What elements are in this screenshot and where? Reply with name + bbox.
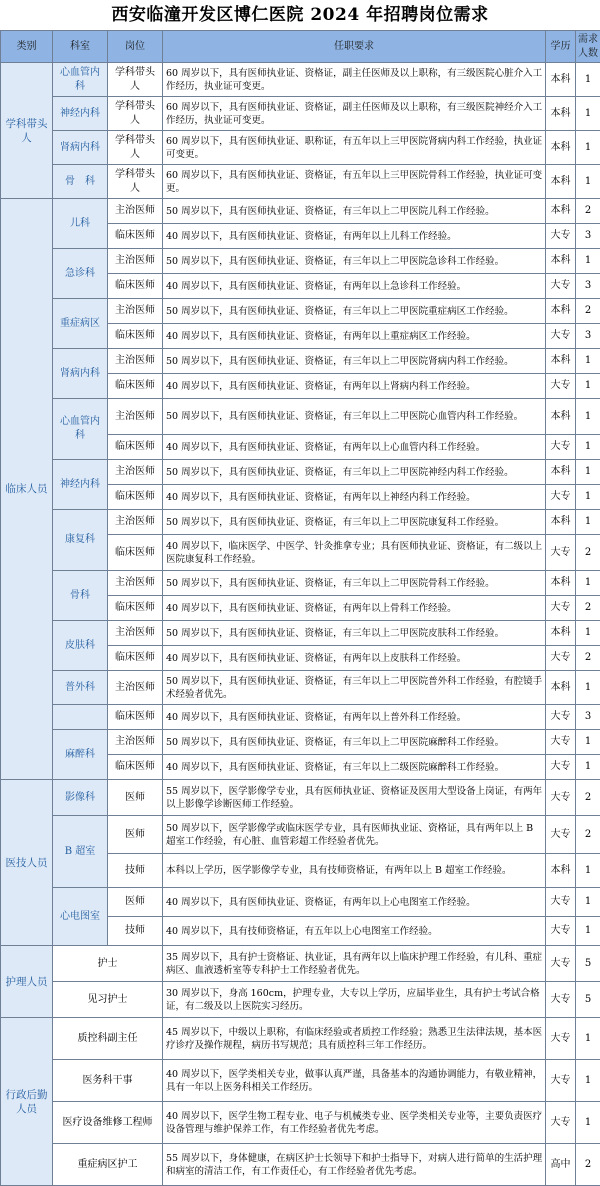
requirement-cell: 40 周岁以下，具有医师执业证、资格证，有三年以上二级医院麻醉科工作经验。 — [163, 755, 546, 780]
header-position: 岗位 — [108, 31, 163, 63]
education-cell: 大专 — [546, 374, 576, 399]
education-cell: 大专 — [546, 705, 576, 730]
header-category: 类别 — [1, 31, 53, 63]
dept-cell: 骨科 — [53, 571, 108, 621]
table-row — [1, 1102, 600, 1144]
education-cell: 大专 — [546, 435, 576, 460]
count-cell: 2 — [576, 596, 600, 621]
count-cell: 1 — [576, 621, 600, 646]
requirement-cell: 60 周岁以下，具有医师执业证、资格证，副主任医师及以上职称，有三级医院心脏介入工作经历，执业证可变更。 — [163, 63, 546, 97]
position-cell: 医师 — [108, 780, 163, 816]
position-cell: 临床医师 — [108, 535, 163, 571]
count-cell: 1 — [576, 460, 600, 485]
count-cell: 1 — [576, 730, 600, 755]
dept-cell-blank — [53, 705, 108, 730]
education-cell: 本科 — [546, 671, 576, 705]
count-cell: 2 — [576, 199, 600, 224]
dept-cell: 心血管内科 — [53, 63, 108, 97]
education-cell: 本科 — [546, 97, 576, 131]
position-cell: 主治医师 — [108, 621, 163, 646]
requirement-cell: 40 周岁以下，具有医师执业证、资格证，有两年以上肾病内科工作经验。 — [163, 374, 546, 399]
requirement-cell: 50 周岁以下，具有医师执业证、资格证，有三年以上二甲医院儿科工作经验。 — [163, 199, 546, 224]
requirement-cell: 50 周岁以下，医学影像学或临床医学专业，具有医师执业证、资格证，具有两年以上 B 超室工作经验，有心脏、血管彩超工作经验者优先。 — [163, 816, 546, 854]
education-cell: 本科 — [546, 621, 576, 646]
position-cell: 临床医师 — [108, 755, 163, 780]
table-row — [1, 780, 600, 816]
count-cell: 1 — [576, 349, 600, 374]
position-cell: 主治医师 — [108, 460, 163, 485]
education-cell: 大专 — [546, 535, 576, 571]
table-row — [1, 1018, 600, 1060]
position-cell: 主治医师 — [108, 199, 163, 224]
position-cell: 临床医师 — [108, 224, 163, 249]
count-cell: 1 — [576, 755, 600, 780]
table-row — [1, 199, 600, 224]
requirement-cell: 50 周岁以下，具有医师执业证、资格证，有三年以上二甲医院骨科工作经验。 — [163, 571, 546, 596]
education-cell: 大专 — [546, 780, 576, 816]
education-cell: 本科 — [546, 510, 576, 535]
requirement-cell: 40 周岁以下，医学类相关专业，做事认真严谨，具备基本的沟通协调能力，有敬业精神，具有一年以上医务科相关工作经历。 — [163, 1060, 546, 1102]
education-cell: 本科 — [546, 249, 576, 274]
table-row — [1, 730, 600, 755]
education-cell: 大专 — [546, 982, 576, 1018]
education-cell: 本科 — [546, 131, 576, 165]
requirement-cell: 本科以上学历，医学影像学专业，具有技师资格证，有两年以上 B 超室工作经验。 — [163, 854, 546, 888]
position-cell: 临床医师 — [108, 324, 163, 349]
requirement-cell: 50 周岁以下，具有医师执业证、资格证，有三年以上二甲医院神经内科工作经验。 — [163, 460, 546, 485]
requirement-cell: 40 周岁以下，临床医学、中医学、针灸推拿专业；具有医师执业证、资格证，有二级以上医院康复科工作经验。 — [163, 535, 546, 571]
table-row — [1, 571, 600, 596]
education-cell: 本科 — [546, 199, 576, 224]
requirement-cell: 40 周岁以下，具有医师执业证、资格证，有两年以上神经内科工作经验。 — [163, 485, 546, 510]
count-cell: 2 — [576, 780, 600, 816]
position-cell: 医师 — [108, 888, 163, 917]
count-cell: 1 — [576, 1060, 600, 1102]
position-cell: 医务科干事 — [53, 1060, 163, 1102]
position-cell: 见习护士 — [53, 982, 163, 1018]
education-cell: 本科 — [546, 165, 576, 199]
header-dept: 科室 — [53, 31, 108, 63]
education-cell: 大专 — [546, 324, 576, 349]
table-row — [1, 97, 600, 131]
count-cell: 2 — [576, 535, 600, 571]
table-row — [1, 1060, 600, 1102]
position-cell: 主治医师 — [108, 730, 163, 755]
education-cell: 大专 — [546, 816, 576, 854]
count-cell: 2 — [576, 646, 600, 671]
count-cell: 1 — [576, 854, 600, 888]
category-cell: 医技人员 — [1, 780, 53, 946]
requirement-cell: 60 周岁以下，具有医师执业证、资格证，有五年以上三甲医院骨科工作经验，执业证可变更。 — [163, 165, 546, 199]
position-cell: 护士 — [53, 946, 163, 982]
requirement-cell: 45 周岁以下，中级以上职称，有临床经验或者质控工作经验；熟悉卫生法律法规，基本医疗诊疗及操作规程，病历书写规范；具有质控科三年工作经历。 — [163, 1018, 546, 1060]
count-cell: 1 — [576, 399, 600, 435]
requirement-cell: 50 周岁以下，具有医师执业证、资格证，有三年以上二甲医院康复科工作经验。 — [163, 510, 546, 535]
table-row — [1, 705, 600, 730]
position-cell: 临床医师 — [108, 274, 163, 299]
header-education: 学历 — [546, 31, 576, 63]
position-cell: 学科带头人 — [108, 131, 163, 165]
requirement-cell: 50 周岁以下，具有医师执业证、资格证，有三年以上二甲医院急诊科工作经验。 — [163, 249, 546, 274]
position-cell: 主治医师 — [108, 510, 163, 535]
category-cell: 学科带头人 — [1, 63, 53, 199]
education-cell: 本科 — [546, 460, 576, 485]
count-cell: 1 — [576, 1018, 600, 1060]
count-cell: 1 — [576, 374, 600, 399]
education-cell: 本科 — [546, 399, 576, 435]
count-cell: 5 — [576, 982, 600, 1018]
requirement-cell: 40 周岁以下，具有技师资格证，有五年以上心电图室工作经验。 — [163, 917, 546, 946]
requirement-cell: 55 周岁以下，身体健康，在病区护士长领导下和护士指导下，对病人进行简单的生活护理和病室的清洁工作，有工作责任心，有工作经验者优先考虑。 — [163, 1144, 546, 1186]
dept-cell: 神经内科 — [53, 460, 108, 510]
count-cell: 1 — [576, 63, 600, 97]
category-cell: 行政后勤人员 — [1, 1018, 53, 1186]
position-cell: 主治医师 — [108, 249, 163, 274]
table-row — [1, 299, 600, 324]
table-row — [1, 888, 600, 917]
position-cell: 临床医师 — [108, 596, 163, 621]
header-requirement: 任职要求 — [163, 31, 546, 63]
table-row — [1, 249, 600, 274]
count-cell: 1 — [576, 671, 600, 705]
requirement-cell: 50 周岁以下，具有医师执业证、资格证，有三年以上二甲医院心血管内科工作经验。 — [163, 399, 546, 435]
table-row — [1, 165, 600, 199]
education-cell: 本科 — [546, 63, 576, 97]
table-row — [1, 816, 600, 854]
dept-cell: 骨 科 — [53, 165, 108, 199]
count-cell: 1 — [576, 917, 600, 946]
dept-cell: 急诊科 — [53, 249, 108, 299]
count-cell: 1 — [576, 571, 600, 596]
count-cell: 1 — [576, 165, 600, 199]
requirement-cell: 60 周岁以下，具有医师执业证、资格证，副主任医师及以上职称，有三级医院神经介入工作经历，执业证可变更。 — [163, 97, 546, 131]
requirement-cell: 40 周岁以下，具有医师执业证、资格证，有两年以上重症病区工作经验。 — [163, 324, 546, 349]
header-count: 需求人数 — [576, 31, 600, 63]
table-row — [1, 982, 600, 1018]
table-row — [1, 510, 600, 535]
count-cell: 3 — [576, 324, 600, 349]
requirement-cell: 40 周岁以下，具有医师执业证、资格证，有两年以上心电图室工作经验。 — [163, 888, 546, 917]
requirement-cell: 40 周岁以下，具有医师执业证、资格证，有两年以上普外科工作经验。 — [163, 705, 546, 730]
table-row — [1, 621, 600, 646]
position-cell: 技师 — [108, 854, 163, 888]
count-cell: 1 — [576, 131, 600, 165]
education-cell: 本科 — [546, 349, 576, 374]
position-cell: 主治医师 — [108, 299, 163, 324]
count-cell: 1 — [576, 485, 600, 510]
requirement-cell: 35 周岁以下，具有护士资格证、执业证，具有两年以上临床护理工作经验，有儿科、重症病区、血液透析室等专科护士工作经验者优先。 — [163, 946, 546, 982]
dept-cell: 心电图室 — [53, 888, 108, 946]
dept-cell: 儿科 — [53, 199, 108, 249]
count-cell: 1 — [576, 435, 600, 460]
table-row — [1, 946, 600, 982]
position-cell: 临床医师 — [108, 646, 163, 671]
requirement-cell: 50 周岁以下，具有医师执业证、资格证，有三年以上二甲医院肾病内科工作经验。 — [163, 349, 546, 374]
position-cell: 主治医师 — [108, 349, 163, 374]
position-cell: 医师 — [108, 816, 163, 854]
dept-cell: 影像科 — [53, 780, 108, 816]
table-row — [1, 349, 600, 374]
requirement-cell: 55 周岁以下，医学影像学专业，具有医师执业证、资格证及医用大型设备上岗证，有两年以上影像学诊断医师工作经验。 — [163, 780, 546, 816]
education-cell: 大专 — [546, 274, 576, 299]
dept-cell: 心血管内科 — [53, 399, 108, 460]
count-cell: 1 — [576, 97, 600, 131]
count-cell: 2 — [576, 1144, 600, 1186]
education-cell: 大专 — [546, 755, 576, 780]
requirement-cell: 50 周岁以下，具有医师执业证、资格证，有三年以上二甲医院皮肤科工作经验。 — [163, 621, 546, 646]
position-cell: 主治医师 — [108, 399, 163, 435]
dept-cell: 肾病内科 — [53, 131, 108, 165]
education-cell: 大专 — [546, 1060, 576, 1102]
dept-cell: 普外科 — [53, 671, 108, 705]
requirement-cell: 40 周岁以下，医学生物工程专业、电子与机械类专业、医学类相关专业等，主要负责医疗设备管理与维护保养工作，有工作经验者优先考虑。 — [163, 1102, 546, 1144]
position-cell: 主治医师 — [108, 671, 163, 705]
position-cell: 重症病区护工 — [53, 1144, 163, 1186]
count-cell: 3 — [576, 274, 600, 299]
dept-cell: 肾病内科 — [53, 349, 108, 399]
requirement-cell: 40 周岁以下，具有医师执业证、资格证，有两年以上皮肤科工作经验。 — [163, 646, 546, 671]
education-cell: 大专 — [546, 730, 576, 755]
table-row — [1, 63, 600, 97]
dept-cell: 皮肤科 — [53, 621, 108, 671]
count-cell: 1 — [576, 888, 600, 917]
education-cell: 高中 — [546, 1144, 576, 1186]
requirement-cell: 40 周岁以下，具有医师执业证、资格证，有两年以上心血管内科工作经验。 — [163, 435, 546, 460]
dept-cell: 康复科 — [53, 510, 108, 571]
requirement-cell: 50 周岁以下，具有医师执业证、资格证，有三年以上二甲医院重症病区工作经验。 — [163, 299, 546, 324]
position-cell: 医疗设备维修工程师 — [53, 1102, 163, 1144]
requirement-cell: 60 周岁以下，具有医师执业证、职称证，有五年以上三甲医院肾病内科工作经验，执业证可变更。 — [163, 131, 546, 165]
requirement-cell: 40 周岁以下，具有医师执业证、资格证，有两年以上儿科工作经验。 — [163, 224, 546, 249]
table-row — [1, 131, 600, 165]
position-cell: 技师 — [108, 917, 163, 946]
count-cell: 3 — [576, 705, 600, 730]
education-cell: 本科 — [546, 854, 576, 888]
table-row — [1, 671, 600, 705]
requirement-cell: 30 周岁以下，身高 160cm，护理专业，大专以上学历，应届毕业生，具有护士考试合格证，有二级及以上医院实习经历。 — [163, 982, 546, 1018]
position-cell: 临床医师 — [108, 705, 163, 730]
position-cell: 学科带头人 — [108, 63, 163, 97]
education-cell: 大专 — [546, 946, 576, 982]
position-cell: 学科带头人 — [108, 165, 163, 199]
education-cell: 大专 — [546, 917, 576, 946]
requirement-cell: 40 周岁以下，具有医师执业证、资格证，有两年以上骨科工作经验。 — [163, 596, 546, 621]
position-cell: 临床医师 — [108, 374, 163, 399]
category-cell: 护理人员 — [1, 946, 53, 1018]
table-row — [1, 399, 600, 435]
header-row — [1, 31, 600, 63]
position-cell: 临床医师 — [108, 485, 163, 510]
dept-cell: B 超室 — [53, 816, 108, 888]
count-cell: 5 — [576, 946, 600, 982]
count-cell: 2 — [576, 816, 600, 854]
recruitment-table — [0, 30, 600, 1186]
count-cell: 2 — [576, 299, 600, 324]
count-cell: 3 — [576, 224, 600, 249]
requirement-cell: 50 周岁以下，具有医师执业证、资格证，有三年以上二甲医院普外科工作经验，有腔镜手术经验者优先。 — [163, 671, 546, 705]
position-cell: 主治医师 — [108, 571, 163, 596]
table-row — [1, 460, 600, 485]
category-cell: 临床人员 — [1, 199, 53, 780]
position-cell: 学科带头人 — [108, 97, 163, 131]
education-cell: 大专 — [546, 646, 576, 671]
position-cell: 质控科副主任 — [53, 1018, 163, 1060]
requirement-cell: 50 周岁以下，具有医师执业证、资格证，有三年以上二甲医院麻醉科工作经验。 — [163, 730, 546, 755]
dept-cell: 重症病区 — [53, 299, 108, 349]
education-cell: 大专 — [546, 224, 576, 249]
education-cell: 大专 — [546, 485, 576, 510]
education-cell: 大专 — [546, 888, 576, 917]
education-cell: 大专 — [546, 596, 576, 621]
education-cell: 本科 — [546, 571, 576, 596]
count-cell: 1 — [576, 510, 600, 535]
education-cell: 大专 — [546, 1018, 576, 1060]
requirement-cell: 40 周岁以下，具有医师执业证、资格证，有两年以上急诊科工作经验。 — [163, 274, 546, 299]
table-row — [1, 1144, 600, 1186]
education-cell: 大专 — [546, 1102, 576, 1144]
page-title: 西安临潼开发区博仁医院 2024 年招聘岗位需求 — [0, 0, 600, 30]
count-cell: 1 — [576, 249, 600, 274]
position-cell: 临床医师 — [108, 435, 163, 460]
dept-cell: 神经内科 — [53, 97, 108, 131]
education-cell: 本科 — [546, 299, 576, 324]
count-cell: 1 — [576, 1102, 600, 1144]
dept-cell: 麻醉科 — [53, 730, 108, 780]
